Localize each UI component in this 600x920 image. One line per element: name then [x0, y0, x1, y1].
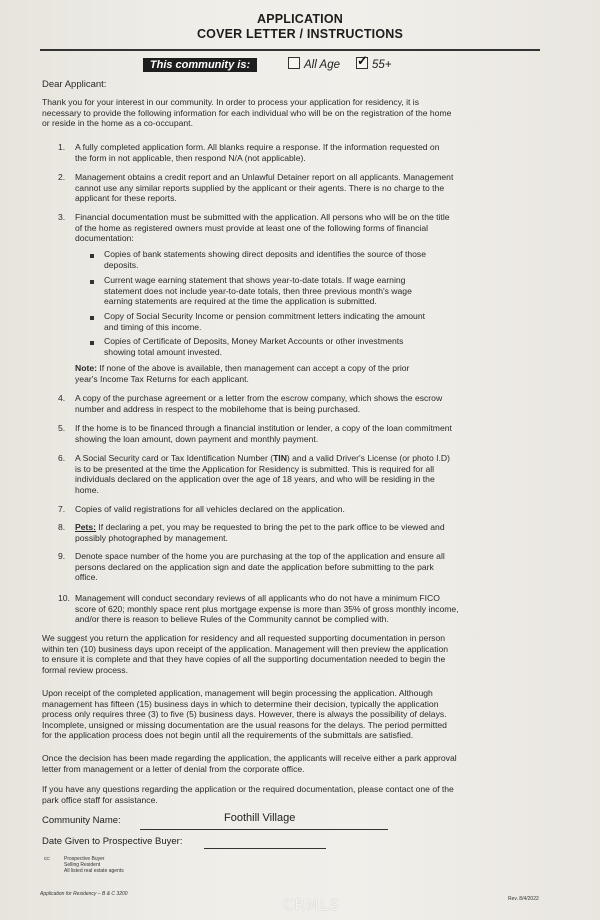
form-code: Application for Residency – B & C 3200	[40, 891, 128, 897]
cc-list: Prospective Buyer Selling Resident All listed real estate agents	[64, 856, 124, 874]
date-given-line[interactable]	[204, 848, 326, 849]
revision-date: Rev. 8/4/2022	[508, 896, 539, 902]
bullet-icon	[90, 280, 94, 284]
community-label: This community is:	[143, 58, 257, 72]
closing-paragraph: Once the decision has been made regarding the application, the applicants will receive either a park approval letter from management or a letter of denial from the corporate office.	[42, 753, 457, 774]
item-number: 9.	[58, 551, 66, 561]
bullet-icon	[90, 341, 94, 345]
community-name-label: Community Name:	[42, 815, 121, 826]
community-name-line	[140, 829, 388, 830]
document-subtitle: COVER LETTER / INSTRUCTIONS	[196, 27, 404, 41]
list-item: Management obtains a credit report and an Unlawful Detainer report on all applicants. Management cannot use any similar reports supplied by the applicant or their agents. There is no charge to the applicant for these reports.	[75, 172, 454, 203]
list-item: Denote space number of the home you are purchasing at the top of the application and ensure all persons declared on the application sign and date the application before submitting to the park office.	[75, 551, 445, 582]
list-item: Copies of valid registrations for all vehicles declared on the application.	[75, 504, 345, 514]
cc-label: cc:	[44, 856, 51, 862]
item-number: 4.	[58, 393, 66, 403]
option-55-plus[interactable]: ✓ 55+	[356, 57, 392, 71]
item-number: 8.	[58, 522, 66, 532]
bullet-icon	[90, 254, 94, 258]
list-item: A fully completed application form. All blanks require a response. If the information requested on the form in not applicable, then respond N/A (not applicable).	[75, 142, 440, 163]
date-given-label: Date Given to Prospective Buyer:	[42, 836, 183, 847]
option-all-age[interactable]: All Age	[288, 57, 340, 71]
list-item: A copy of the purchase agreement or a letter from the escrow company, which shows the escrow number and address in respect to the mobilehome that is being purchased.	[75, 393, 443, 414]
document-title: APPLICATION	[257, 12, 343, 26]
item-number: 3.	[58, 212, 66, 222]
list-item: Management will conduct secondary reviews of all applicants who do not have a minimum FICO score of 620; monthly space rent plus mortgage expense is more than 35% of gross monthly income, and/or there is reason to believe Rules of the Community cannot be complied with.	[75, 593, 459, 624]
list-item: Copies of bank statements showing direct deposits and identifies the source of those deposits.	[104, 249, 426, 270]
list-item: Financial documentation must be submitted with the application. All persons who will be on the title of the home as registered owners must provide at least one of the following forms of financial documentation:	[75, 212, 450, 243]
item-number: 5.	[58, 423, 66, 433]
list-item: Pets: If declaring a pet, you may be requested to bring the pet to the park office to be viewed and possibly photographed by management.	[75, 522, 445, 543]
checkbox-checked-icon[interactable]	[356, 57, 368, 69]
item-number: 7.	[58, 504, 66, 514]
list-item: If the home is to be financed through a financial institution or lender, a copy of the loan commitment showing the loan amount, down payment and monthly payment.	[75, 423, 452, 444]
bullet-icon	[90, 316, 94, 320]
header-rule	[40, 49, 540, 51]
note-paragraph: Note: If none of the above is available, then management can accept a copy of the prior year's Income Tax Returns for each applicant.	[75, 363, 410, 384]
list-item: Copy of Social Security Income or pension commitment letters indicating the amount and timing of this income.	[104, 311, 425, 332]
item-number: 10.	[58, 593, 70, 603]
item-number: 6.	[58, 453, 66, 463]
item-number: 1.	[58, 142, 66, 152]
salutation: Dear Applicant:	[42, 79, 107, 90]
checkbox-unchecked-icon[interactable]	[288, 57, 300, 69]
list-item: Copies of Certificate of Deposits, Money Market Accounts or other investments showing total amount invested.	[104, 336, 404, 357]
intro-paragraph: Thank you for your interest in our community. In order to process your application for residency, it is necessary to provide the following information for each individual who will be on the registration of the home or reside in the home as a co-occupant.	[42, 97, 452, 128]
item-number: 2.	[58, 172, 66, 182]
closing-paragraph: If you have any questions regarding the application or the required documentation, please contact one of the park office staff for assistance.	[42, 784, 454, 805]
list-item: A Social Security card or Tax Identification Number (TIN) and a valid Driver's License (or photo I.D) is to be presented at the time the Application for Residency is submitted. This is required for all individuals declared on the application over the age of 18 years, and who will be residing in the home.	[75, 453, 450, 495]
closing-paragraph: We suggest you return the application for residency and all requested supporting documentation in person within ten (10) business days upon receipt of the application. Management will then preview the application to ensure it is complete and that they have copies of all the supporting documentation needed to begin the formal review process.	[42, 633, 449, 675]
community-name-value[interactable]: Foothill Village	[224, 812, 296, 824]
watermark: CRMLS	[283, 896, 340, 914]
list-item: Current wage earning statement that shows year-to-date totals. If wage earning statement does not include year-to-date totals, then three previous month's wage earning statements are required at the time the application is submitted.	[104, 275, 412, 306]
closing-paragraph: Upon receipt of the completed application, management will begin processing the application. Although management has fifteen (15) business days in which to determine their decision, typically the application process only requires three (3) to five (5) business days. However, there is always the possibility of delays. Incomplete, unsigned or missing documentation are the usual reasons for the delays. The period permitted for the application process does not begin until all the requirements of the submittals are satisfied.	[42, 688, 447, 740]
